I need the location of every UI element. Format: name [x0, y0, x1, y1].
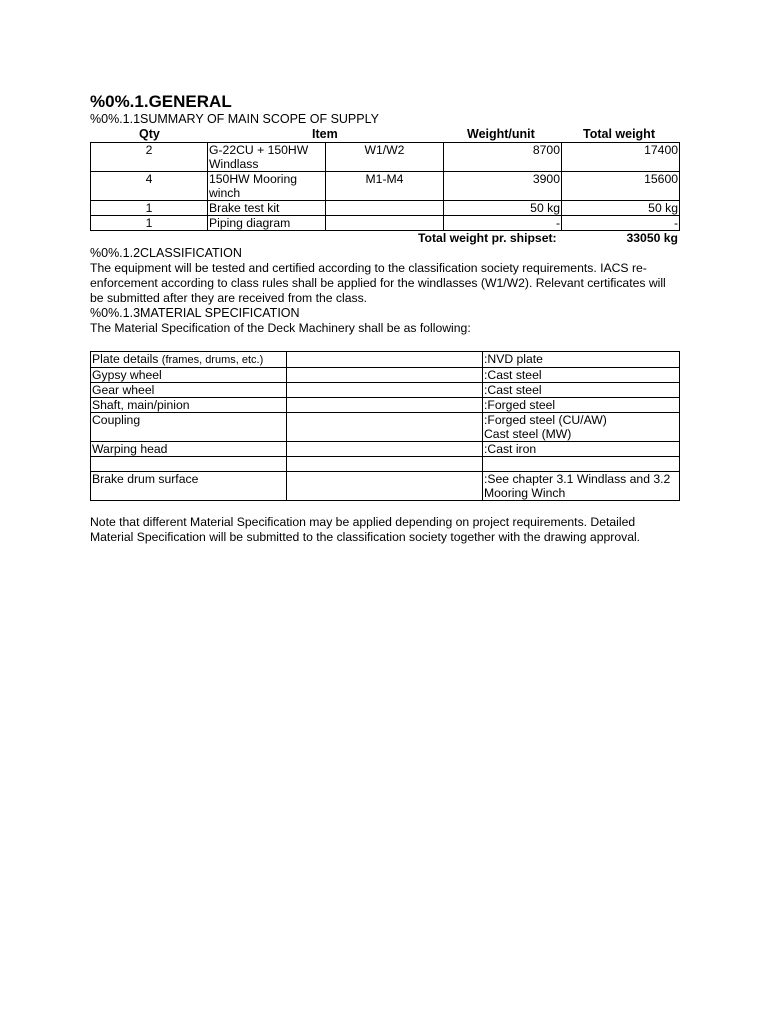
qty-cell: 2 — [91, 143, 208, 172]
material-cell: :Forged steel — [483, 398, 680, 413]
note-text: Note that different Material Specification may be applied depending on project requirements. Detailed Material Specification will be submitted to the classification society together with the drawing approval. — [90, 515, 641, 544]
total-weight-cell: 50 kg — [562, 201, 680, 216]
supply-table-header — [90, 127, 680, 142]
weight-unit-cell: 50 kg — [444, 201, 562, 216]
material-cell — [483, 457, 680, 472]
table-row — [91, 201, 680, 216]
spacer-cell — [287, 442, 483, 457]
total-weight-value: 33050 kg — [626, 231, 678, 245]
code-cell — [326, 216, 444, 231]
table-row — [91, 472, 680, 501]
material-intro: The Material Specification of the Deck Machinery shall be as following: — [90, 321, 471, 335]
table-row — [91, 398, 680, 413]
qty-cell: 1 — [91, 216, 208, 231]
item-cell: 150HW Mooring winch — [208, 172, 326, 201]
part-name: Plate details — [92, 352, 159, 366]
supply-table — [90, 142, 680, 231]
part-cell: Gear wheel — [91, 383, 287, 398]
code-cell: M1-M4 — [326, 172, 444, 201]
spacer-cell — [287, 398, 483, 413]
spacer-cell — [287, 472, 483, 501]
weight-unit-cell: 8700 — [444, 143, 562, 172]
classification-text: The equipment will be tested and certified according to the classification society requirements. IACS re-enforcement according to class rules shall be applied for the windlasses (W1/W2). Relevant certificates will be submitted after they are received from the class. — [90, 261, 666, 305]
table-row — [91, 442, 680, 457]
part-cell — [91, 352, 287, 368]
spacer-cell — [287, 413, 483, 442]
spacer-cell — [287, 368, 483, 383]
material-cell: :NVD plate — [483, 352, 680, 368]
item-header: Item — [312, 127, 338, 141]
table-row — [91, 368, 680, 383]
table-row — [91, 457, 680, 472]
item-cell: Brake test kit — [208, 201, 326, 216]
material-line: :See chapter 3.1 Windlass and 3.2 — [484, 472, 671, 486]
item-cell: Piping diagram — [208, 216, 326, 231]
part-note: (frames, drums, etc.) — [161, 354, 264, 366]
table-row — [91, 216, 680, 231]
part-cell: Shaft, main/pinion — [91, 398, 287, 413]
table-row — [91, 383, 680, 398]
material-cell: :Cast steel — [483, 383, 680, 398]
material-line-2: Mooring Winch — [484, 486, 566, 500]
material-cell: :Cast steel — [483, 368, 680, 383]
summary-heading: %0%.1.1SUMMARY OF MAIN SCOPE OF SUPPLY — [90, 112, 379, 126]
spacer-cell — [287, 352, 483, 368]
classification-heading: %0%.1.2CLASSIFICATION — [90, 246, 242, 260]
table-row — [91, 413, 680, 442]
total-weight-cell: 17400 — [562, 143, 680, 172]
item-cell: G-22CU + 150HW Windlass — [208, 143, 326, 172]
code-cell: W1/W2 — [326, 143, 444, 172]
weight-unit-cell: - — [444, 216, 562, 231]
part-cell — [91, 457, 287, 472]
part-cell: Warping head — [91, 442, 287, 457]
part-cell: Brake drum surface — [91, 472, 287, 501]
table-row — [91, 172, 680, 201]
qty-header: Qty — [139, 127, 160, 141]
table-row — [91, 352, 680, 368]
total-weight-row — [90, 231, 680, 246]
material-line: :Forged steel (CU/AW) — [484, 413, 607, 427]
code-cell — [326, 201, 444, 216]
spacer-cell — [287, 457, 483, 472]
total-weight-header: Total weight — [583, 127, 655, 141]
material-cell — [483, 472, 680, 501]
spacer-cell — [287, 383, 483, 398]
qty-cell: 1 — [91, 201, 208, 216]
material-cell — [483, 413, 680, 442]
qty-cell: 4 — [91, 172, 208, 201]
general-heading: %0%.1.GENERAL — [90, 92, 232, 111]
material-table — [90, 351, 680, 501]
part-cell: Coupling — [91, 413, 287, 442]
total-weight-cell: 15600 — [562, 172, 680, 201]
table-row — [91, 143, 680, 172]
weight-unit-header: Weight/unit — [467, 127, 535, 141]
total-weight-cell: - — [562, 216, 680, 231]
part-cell: Gypsy wheel — [91, 368, 287, 383]
material-line-2: Cast steel (MW) — [484, 427, 572, 441]
material-heading: %0%.1.3MATERIAL SPECIFICATION — [90, 306, 300, 320]
material-cell: :Cast iron — [483, 442, 680, 457]
document-page — [90, 92, 680, 545]
weight-unit-cell: 3900 — [444, 172, 562, 201]
total-weight-label: Total weight pr. shipset: — [418, 231, 557, 245]
